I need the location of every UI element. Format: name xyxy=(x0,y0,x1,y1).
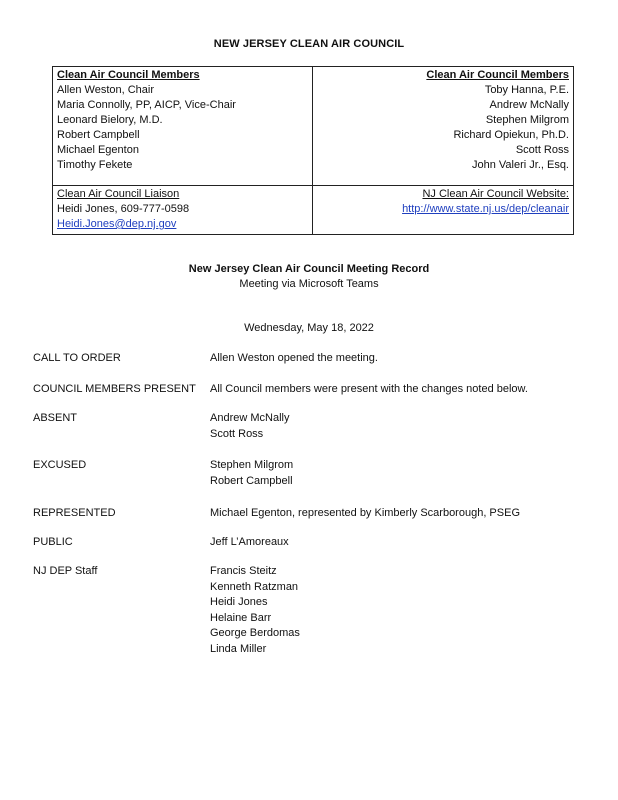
members-row xyxy=(53,67,573,186)
members-right-cell xyxy=(313,67,573,185)
liaison-cell xyxy=(53,186,313,234)
agenda-label: REPRESENTED xyxy=(33,507,116,519)
agenda-label: EXCUSED xyxy=(33,459,87,471)
member-name: John Valeri Jr., Esq. xyxy=(471,159,569,171)
agenda-label: CALL TO ORDER xyxy=(33,352,121,364)
agenda-value xyxy=(210,458,590,489)
absent-name: Andrew McNally xyxy=(210,412,290,424)
page-title: NEW JERSEY CLEAN AIR COUNCIL xyxy=(213,38,405,50)
member-name: Stephen Milgrom xyxy=(485,114,569,126)
liaison-email-link[interactable]: Heidi.Jones@dep.nj.gov xyxy=(57,218,177,230)
staff-name: George Berdomas xyxy=(210,627,300,639)
agenda-label: PUBLIC xyxy=(33,536,73,548)
staff-name: Kenneth Ratzman xyxy=(210,580,299,593)
agenda-value: Michael Egenton, represented by Kimberly Scarborough, PSEG xyxy=(210,507,520,519)
agenda-value xyxy=(210,411,590,442)
agenda-value: Allen Weston opened the meeting. xyxy=(210,352,378,364)
agenda-label: NJ DEP Staff xyxy=(33,565,98,577)
member-name: Toby Hanna, P.E. xyxy=(484,84,569,96)
member-name: Timothy Fekete xyxy=(57,159,133,171)
staff-name: Linda Miller xyxy=(210,642,267,655)
members-left-cell xyxy=(53,67,313,185)
record-subtitle: Meeting via Microsoft Teams xyxy=(239,278,379,290)
website-cell xyxy=(313,186,573,234)
member-name: Maria Connolly, PP, AICP, Vice-Chair xyxy=(57,99,236,111)
agenda-value xyxy=(210,564,590,657)
contact-row xyxy=(53,186,573,234)
excused-name: Robert Campbell xyxy=(210,474,293,487)
website-header: NJ Clean Air Council Website: xyxy=(422,188,569,200)
absent-name: Scott Ross xyxy=(210,427,264,440)
agenda-label: ABSENT xyxy=(33,412,78,424)
staff-name: Francis Steitz xyxy=(210,565,277,577)
staff-name: Heidi Jones xyxy=(210,596,268,608)
liaison-header: Clean Air Council Liaison xyxy=(57,188,180,200)
member-name: Robert Campbell xyxy=(57,129,140,141)
agenda-value: All Council members were present with the changes noted below. xyxy=(210,383,528,395)
excused-name: Stephen Milgrom xyxy=(210,459,294,471)
member-name: Allen Weston, Chair xyxy=(57,84,155,96)
meeting-date: Wednesday, May 18, 2022 xyxy=(244,322,374,334)
member-name: Scott Ross xyxy=(515,144,569,156)
member-name: Andrew McNally xyxy=(489,99,569,111)
member-name: Leonard Bielory, M.D. xyxy=(57,114,163,126)
record-title: New Jersey Clean Air Council Meeting Record xyxy=(188,263,430,275)
agenda-label: COUNCIL MEMBERS PRESENT xyxy=(33,383,196,395)
member-name: Richard Opiekun, Ph.D. xyxy=(453,129,569,141)
website-link[interactable]: http://www.state.nj.us/dep/cleanair xyxy=(402,203,569,215)
staff-name: Helaine Barr xyxy=(210,611,272,624)
members-left-header: Clean Air Council Members xyxy=(57,69,200,81)
member-name: Michael Egenton xyxy=(57,144,139,156)
members-right-header: Clean Air Council Members xyxy=(426,69,569,81)
liaison-name: Heidi Jones, 609-777-0598 xyxy=(57,203,190,215)
members-table xyxy=(52,66,574,235)
agenda-value: Jeff L’Amoreaux xyxy=(210,536,289,548)
